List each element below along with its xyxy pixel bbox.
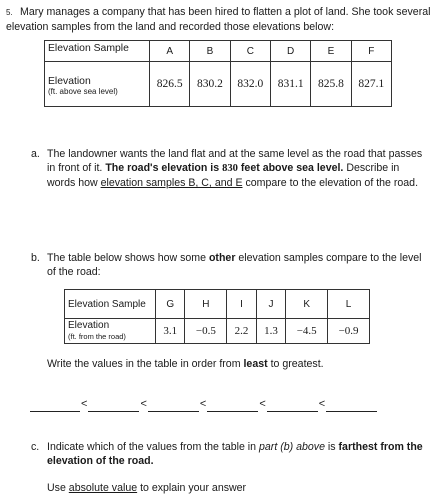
problem-number: 5. <box>6 8 13 17</box>
table2-sample-header: Elevation Sample <box>65 290 156 319</box>
part-a-text3: compare to the elevation of the road. <box>245 177 419 189</box>
ordering-blank[interactable] <box>88 401 139 412</box>
part-c-text <box>47 440 425 468</box>
table2-value-cell: 2.2 <box>227 319 256 344</box>
part-b-letter: b. <box>31 252 40 264</box>
part-a-road-bold2: feet above sea level. <box>240 162 344 174</box>
part-c-italic: part (b) above <box>259 441 325 453</box>
part-a-text1: The landowner wants the land flat and at the same level as the road that passes in front of it. <box>47 148 423 174</box>
part-c-letter: c. <box>31 441 40 453</box>
part-c-instruction <box>47 481 246 495</box>
ordering-blank[interactable] <box>148 401 199 412</box>
less-than-symbol: < <box>81 398 88 410</box>
table1-sample-cell: D <box>270 41 310 62</box>
table1-sample-cell: A <box>150 41 190 62</box>
elevation-table <box>44 40 392 107</box>
table2-sample-cell: K <box>286 290 328 319</box>
table1-sample-cell: B <box>190 41 230 62</box>
part-a-road-value: 830 <box>222 163 238 174</box>
table1-value-cell: 826.5 <box>150 62 190 107</box>
ordering-blank[interactable] <box>30 401 80 412</box>
part-b-instruction2: to greatest. <box>270 358 324 370</box>
part-c-instruction2: to explain your answer <box>140 482 247 494</box>
part-a-text <box>47 147 427 190</box>
part-b-instruction-bold: least <box>243 358 268 370</box>
ordering-blank[interactable] <box>207 401 258 412</box>
problem-intro <box>6 5 436 34</box>
table2-sample-cell: J <box>256 290 285 319</box>
table2-sample-cell: G <box>156 290 185 319</box>
table1-sample-cell: E <box>311 41 351 62</box>
table1-row-label <box>45 62 150 107</box>
table1-sample-cell: C <box>230 41 270 62</box>
part-a-letter: a. <box>31 148 40 160</box>
table1-sample-cell: F <box>351 41 391 62</box>
table2-value-cell: 1.3 <box>256 319 285 344</box>
part-c-underlined: absolute value <box>68 482 138 494</box>
part-b-instruction <box>47 357 324 371</box>
part-a-underlined: elevation samples B, C, and E <box>100 177 243 189</box>
table2-value-cell: −4.5 <box>286 319 328 344</box>
table2-row-label <box>65 319 156 344</box>
ordering-blank[interactable] <box>267 401 318 412</box>
part-c-instruction1: Use <box>47 482 66 494</box>
table2-sample-cell: I <box>227 290 256 319</box>
part-b-text <box>47 251 425 279</box>
table2-value-cell: −0.9 <box>328 319 370 344</box>
table2-row-unit: (ft. from the road) <box>68 332 126 341</box>
table1-value-cell: 827.1 <box>351 62 391 107</box>
table1-value-cell: 832.0 <box>230 62 270 107</box>
less-than-symbol: < <box>199 398 207 410</box>
part-c-text2: is <box>327 441 336 453</box>
table2-sample-cell: L <box>328 290 370 319</box>
table2-value-cell: −0.5 <box>185 319 227 344</box>
table1-row-unit: (ft. above sea level) <box>48 87 118 96</box>
less-than-symbol: < <box>318 398 326 410</box>
table2-value-cell: 3.1 <box>156 319 185 344</box>
less-than-symbol: < <box>140 398 147 410</box>
table1-value-cell: 830.2 <box>190 62 230 107</box>
table1-row-label-text: Elevation <box>48 76 91 87</box>
road-comparison-table <box>64 289 370 344</box>
part-a-road-bold: The road's elevation is <box>105 162 220 174</box>
part-b-bold: other <box>208 252 236 264</box>
ordering-answer-row <box>30 394 420 412</box>
problem-text: Mary manages a company that has been hired to flatten a plot of land. She took several elevation samples from the land and recorded those elevations below: <box>6 6 431 33</box>
table2-sample-cell: H <box>185 290 227 319</box>
part-b-text1: The table below shows how some <box>47 252 206 264</box>
part-c-text1: Indicate which of the values from the table in <box>47 441 257 453</box>
ordering-blank[interactable] <box>326 401 377 412</box>
table1-sample-header: Elevation Sample <box>45 41 150 62</box>
table2-row-label-text: Elevation <box>68 320 110 331</box>
part-b-text2: elevation samples compare to the level of the road: <box>47 252 422 278</box>
part-c-bold: farthest from the elevation of the road. <box>47 441 423 467</box>
less-than-symbol: < <box>259 398 266 410</box>
part-a-text2: Describe in words how <box>47 162 400 189</box>
table1-value-cell: 825.8 <box>311 62 351 107</box>
table1-value-cell: 831.1 <box>270 62 310 107</box>
part-b-instruction1: Write the values in the table in order from <box>47 358 241 370</box>
